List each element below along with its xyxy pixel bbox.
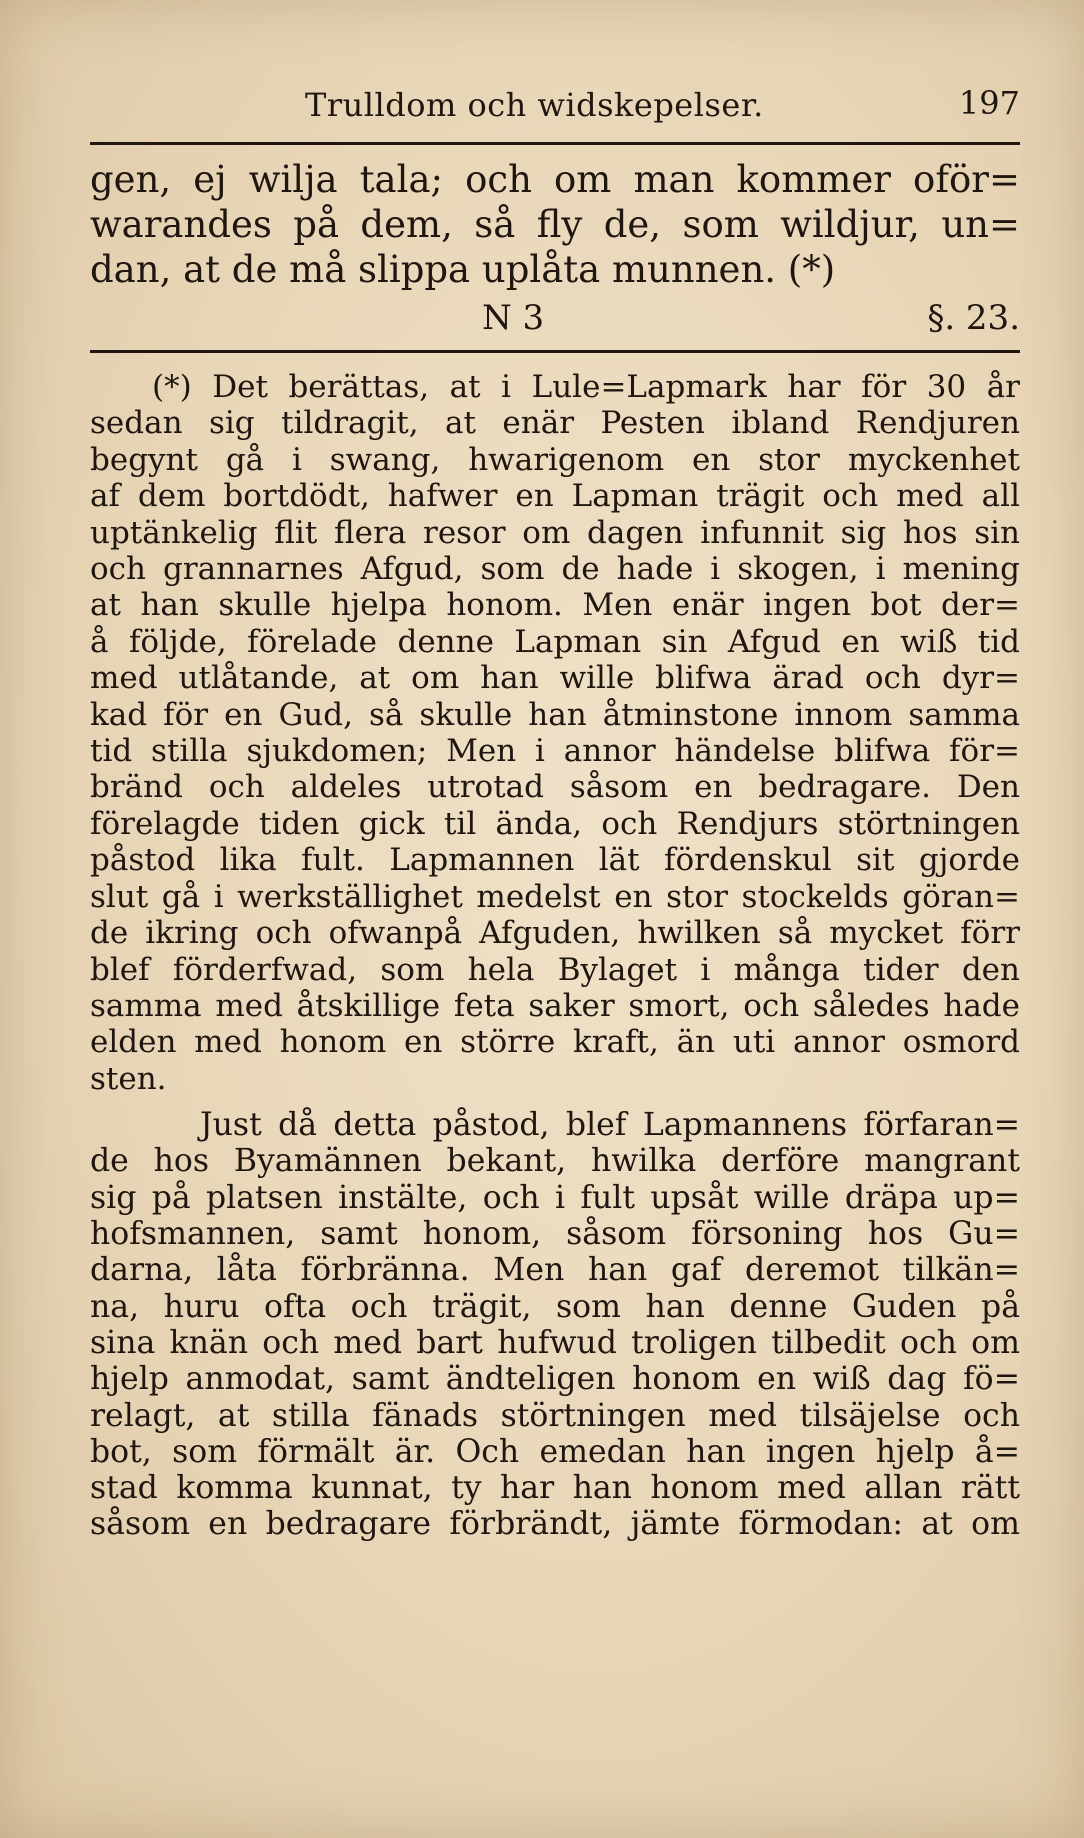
body-text-line: na, huru ofta och trägit, som han denne Guden på	[90, 1288, 1020, 1325]
footnote-line: tid stilla sjukdomen; Men i annor händelse blifwa för=	[90, 733, 1020, 770]
body-text-line: stad komma kunnat, ty har han honom med allan rätt	[90, 1470, 1020, 1507]
page-number: 197	[958, 84, 1020, 122]
body-text-line: darna, låta förbränna. Men han gaf deremot tilkän=	[90, 1252, 1020, 1289]
footnote-line: at han skulle hjelpa honom. Men enär ingen bot der=	[90, 587, 1020, 624]
footnote	[90, 369, 1020, 1097]
footnote-line: uptänkelig flit flera resor om dagen infunnit sig hos sin	[90, 514, 1020, 551]
footnote-line: af dem bortdödt, hafwer en Lapman trägit och med all	[90, 478, 1020, 515]
body-text-line: sina knän och med bart hufwud troligen tilbedit och om	[90, 1324, 1020, 1361]
main-text-line: warandes på dem, så fly de, som wildjur, un=	[90, 203, 1020, 246]
header-rule	[90, 142, 1020, 145]
footnote-line: påstod lika fult. Lapmannen lät fördenskul sit gjorde	[90, 842, 1020, 879]
body-text-line: relagt, at stilla fänads störtningen med tilsäjelse och	[90, 1397, 1020, 1434]
footnote-line: blef förderfwad, som hela Bylaget i många tider den	[90, 951, 1020, 988]
catchword: §. 23.	[927, 298, 1020, 338]
page-content	[90, 80, 1020, 1543]
signature-row	[90, 292, 1020, 344]
running-head: Trulldom och widskepelser.	[305, 86, 764, 124]
footnote-line: kad för en Gud, så skulle han åtminstone innom samma	[90, 696, 1020, 733]
body-text-line: Just då detta påstod, blef Lapmannens förfaran=	[200, 1107, 1020, 1144]
footnote-line: de ikring och ofwanpå Afguden, hwilken så mycket förr	[90, 915, 1020, 952]
footnote-line: och grannarnes Afgud, som de hade i skogen, i mening	[90, 551, 1020, 588]
body-text-line: såsom en bedragare förbrändt, jämte förmodan: at om	[90, 1506, 1020, 1543]
footnote-line: förelagde tiden gick til ända, och Rendjurs störtningen	[90, 805, 1020, 842]
body-text-line: de hos Byamännen bekant, hwilka derföre mangrant	[90, 1143, 1020, 1180]
footnote-line: å följde, förelade denne Lapman sin Afgud en wiß tid	[90, 623, 1020, 660]
page-header	[90, 80, 1020, 132]
body-text-line: hjelp anmodat, samt ändteligen honom en wiß dag fö=	[90, 1361, 1020, 1398]
body-text-line: bot, som förmält är. Och emedan han ingen hjelp å=	[90, 1433, 1020, 1470]
footnote-line: med utlåtande, at om han wille blifwa ärad och dyr=	[90, 660, 1020, 697]
body-text-line: sig på platsen instälte, och i fult upsåt wille dräpa up=	[90, 1179, 1020, 1216]
body-text-line: hofsmannen, samt honom, såsom försoning hos Gu=	[90, 1216, 1020, 1253]
footnote-rule	[90, 350, 1020, 353]
body-text	[90, 1107, 1020, 1543]
footnote-line: slut gå i werkställighet medelst en stor stockelds göran=	[90, 878, 1020, 915]
footnote-line: sten.	[90, 1060, 167, 1097]
signature-mark: N 3	[482, 298, 545, 338]
footnote-line: (*) Det berättas, at i Lule=Lapmark har för 30 år	[152, 369, 1020, 405]
footnote-line: sedan sig tildragit, at enär Pesten ibland Rendjuren	[90, 405, 1020, 442]
main-text	[90, 157, 1020, 292]
main-text-line: dan, at de må slippa uplåta munnen. (*)	[90, 248, 836, 291]
footnote-line: begynt gå i swang, hwarigenom en stor myckenhet	[90, 441, 1020, 478]
footnote-line: elden med honom en större kraft, än uti annor osmord	[90, 1024, 1020, 1061]
main-text-line: gen, ej wilja tala; och om man kommer oför=	[90, 158, 1020, 201]
footnote-line: bränd och aldeles utrotad såsom en bedragare. Den	[90, 769, 1020, 806]
footnote-line: samma med åtskillige feta saker smort, och således hade	[90, 987, 1020, 1024]
